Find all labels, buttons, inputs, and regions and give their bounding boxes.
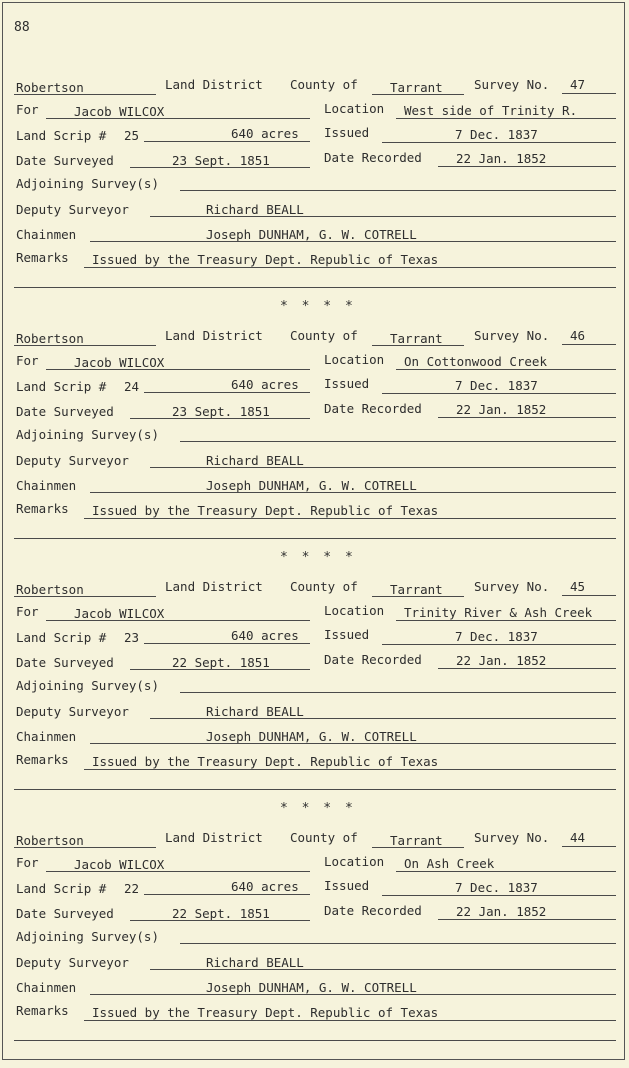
for-value: Jacob WILCOX xyxy=(74,606,165,621)
issued-value: 7 Dec. 1837 xyxy=(455,880,538,895)
issued-underline xyxy=(382,393,616,394)
chainmen-label: Chainmen xyxy=(16,478,77,493)
issued-label: Issued xyxy=(324,125,370,140)
county-of-label: County of xyxy=(290,328,358,343)
land-scrip-label: Land Scrip # xyxy=(16,881,107,896)
adjoining-underline xyxy=(180,190,616,191)
remarks-value: Issued by the Treasury Dept. Republic of Texas xyxy=(92,754,439,769)
remarks-label: Remarks xyxy=(16,501,69,516)
deputy-surveyor-value: Richard BEALL xyxy=(206,453,304,468)
district-value: Robertson xyxy=(16,582,84,597)
adjoining-underline xyxy=(180,692,616,693)
adjoining-label: Adjoining Survey(s) xyxy=(16,427,159,442)
remarks-underline xyxy=(84,769,616,770)
record-separator: * * * * xyxy=(280,801,356,816)
remarks-underline xyxy=(84,267,616,268)
date-surveyed-label: Date Surveyed xyxy=(16,906,114,921)
date-recorded-value: 22 Jan. 1852 xyxy=(456,904,547,919)
remarks-underline xyxy=(84,1020,616,1021)
county-underline xyxy=(372,94,464,95)
county-underline xyxy=(372,847,464,848)
acres-underline xyxy=(144,894,310,895)
deputy-surveyor-value: Richard BEALL xyxy=(206,955,304,970)
deputy-surveyor-underline xyxy=(150,216,616,217)
county-underline xyxy=(372,596,464,597)
remarks-continuation-line xyxy=(14,287,616,288)
chainmen-underline xyxy=(90,994,616,995)
chainmen-underline xyxy=(90,492,616,493)
date-recorded-label: Date Recorded xyxy=(324,150,422,165)
date-surveyed-value: 23 Sept. 1851 xyxy=(172,404,270,419)
date-surveyed-underline xyxy=(130,167,310,168)
location-label: Location xyxy=(324,854,385,869)
location-label: Location xyxy=(324,603,385,618)
issued-value: 7 Dec. 1837 xyxy=(455,629,538,644)
for-underline xyxy=(46,620,310,621)
chainmen-underline xyxy=(90,743,616,744)
county-value: Tarrant xyxy=(390,80,443,95)
date-recorded-underline xyxy=(438,166,616,167)
survey-no-underline xyxy=(562,846,616,847)
deputy-surveyor-value: Richard BEALL xyxy=(206,704,304,719)
survey-no-underline xyxy=(562,595,616,596)
district-underline xyxy=(14,345,156,346)
acres-value: 640 acres xyxy=(231,126,299,141)
county-of-label: County of xyxy=(290,830,358,845)
acres-underline xyxy=(144,643,310,644)
date-recorded-underline xyxy=(438,417,616,418)
remarks-label: Remarks xyxy=(16,752,69,767)
location-value: Trinity River & Ash Creek xyxy=(404,605,593,620)
adjoining-label: Adjoining Survey(s) xyxy=(16,176,159,191)
deputy-surveyor-underline xyxy=(150,718,616,719)
location-value: On Cottonwood Creek xyxy=(404,354,547,369)
remarks-label: Remarks xyxy=(16,250,69,265)
adjoining-label: Adjoining Survey(s) xyxy=(16,678,159,693)
deputy-surveyor-label: Deputy Surveyor xyxy=(16,704,129,719)
land-district-label: Land District xyxy=(165,830,263,845)
acres-value: 640 acres xyxy=(231,628,299,643)
issued-label: Issued xyxy=(324,627,370,642)
land-district-label: Land District xyxy=(165,328,263,343)
survey-record xyxy=(0,75,629,315)
survey-no-label: Survey No. xyxy=(474,328,550,343)
date-surveyed-underline xyxy=(130,920,310,921)
deputy-surveyor-underline xyxy=(150,969,616,970)
scrip-no-value: 23 xyxy=(124,630,140,645)
survey-no-value: 46 xyxy=(570,328,586,343)
county-of-label: County of xyxy=(290,579,358,594)
date-recorded-value: 22 Jan. 1852 xyxy=(456,653,547,668)
survey-no-value: 47 xyxy=(570,77,586,92)
county-of-label: County of xyxy=(290,77,358,92)
acres-value: 640 acres xyxy=(231,377,299,392)
scrip-no-value: 22 xyxy=(124,881,140,896)
for-label: For xyxy=(16,353,39,368)
county-value: Tarrant xyxy=(390,833,443,848)
district-value: Robertson xyxy=(16,80,84,95)
record-separator: * * * * xyxy=(280,299,356,314)
scrip-no-value: 25 xyxy=(124,128,140,143)
chainmen-value: Joseph DUNHAM, G. W. COTRELL xyxy=(206,227,417,242)
for-underline xyxy=(46,369,310,370)
date-surveyed-label: Date Surveyed xyxy=(16,404,114,419)
date-recorded-value: 22 Jan. 1852 xyxy=(456,151,547,166)
county-value: Tarrant xyxy=(390,331,443,346)
for-label: For xyxy=(16,604,39,619)
chainmen-label: Chainmen xyxy=(16,729,77,744)
adjoining-underline xyxy=(180,943,616,944)
location-value: West side of Trinity R. xyxy=(404,103,578,118)
remarks-continuation-line xyxy=(14,538,616,539)
land-district-label: Land District xyxy=(165,579,263,594)
date-surveyed-value: 22 Sept. 1851 xyxy=(172,655,270,670)
survey-record xyxy=(0,828,629,1068)
survey-no-underline xyxy=(562,344,616,345)
survey-no-label: Survey No. xyxy=(474,579,550,594)
record-separator: * * * * xyxy=(280,550,356,565)
chainmen-label: Chainmen xyxy=(16,227,77,242)
survey-record xyxy=(0,577,629,817)
adjoining-label: Adjoining Survey(s) xyxy=(16,929,159,944)
survey-no-underline xyxy=(562,93,616,94)
location-underline xyxy=(396,871,616,872)
issued-underline xyxy=(382,644,616,645)
location-label: Location xyxy=(324,101,385,116)
location-underline xyxy=(396,620,616,621)
for-value: Jacob WILCOX xyxy=(74,355,165,370)
chainmen-value: Joseph DUNHAM, G. W. COTRELL xyxy=(206,478,417,493)
date-surveyed-underline xyxy=(130,669,310,670)
for-value: Jacob WILCOX xyxy=(74,104,165,119)
for-label: For xyxy=(16,102,39,117)
remarks-value: Issued by the Treasury Dept. Republic of Texas xyxy=(92,1005,439,1020)
land-scrip-label: Land Scrip # xyxy=(16,128,107,143)
district-underline xyxy=(14,596,156,597)
date-recorded-underline xyxy=(438,668,616,669)
for-underline xyxy=(46,871,310,872)
deputy-surveyor-label: Deputy Surveyor xyxy=(16,955,129,970)
page-number: 88 xyxy=(14,20,30,35)
date-surveyed-label: Date Surveyed xyxy=(16,153,114,168)
remarks-continuation-line xyxy=(14,789,616,790)
district-underline xyxy=(14,94,156,95)
remarks-value: Issued by the Treasury Dept. Republic of Texas xyxy=(92,252,439,267)
location-underline xyxy=(396,369,616,370)
location-label: Location xyxy=(324,352,385,367)
date-surveyed-value: 23 Sept. 1851 xyxy=(172,153,270,168)
location-underline xyxy=(396,118,616,119)
acres-underline xyxy=(144,392,310,393)
survey-record xyxy=(0,326,629,566)
acres-underline xyxy=(144,141,310,142)
chainmen-value: Joseph DUNHAM, G. W. COTRELL xyxy=(206,729,417,744)
remarks-value: Issued by the Treasury Dept. Republic of Texas xyxy=(92,503,439,518)
county-value: Tarrant xyxy=(390,582,443,597)
acres-value: 640 acres xyxy=(231,879,299,894)
deputy-surveyor-underline xyxy=(150,467,616,468)
chainmen-value: Joseph DUNHAM, G. W. COTRELL xyxy=(206,980,417,995)
issued-value: 7 Dec. 1837 xyxy=(455,127,538,142)
location-value: On Ash Creek xyxy=(404,856,495,871)
land-scrip-label: Land Scrip # xyxy=(16,630,107,645)
date-surveyed-value: 22 Sept. 1851 xyxy=(172,906,270,921)
deputy-surveyor-label: Deputy Surveyor xyxy=(16,453,129,468)
survey-no-value: 44 xyxy=(570,830,586,845)
land-scrip-label: Land Scrip # xyxy=(16,379,107,394)
issued-value: 7 Dec. 1837 xyxy=(455,378,538,393)
issued-underline xyxy=(382,895,616,896)
date-surveyed-label: Date Surveyed xyxy=(16,655,114,670)
date-surveyed-underline xyxy=(130,418,310,419)
scrip-no-value: 24 xyxy=(124,379,140,394)
date-recorded-underline xyxy=(438,919,616,920)
date-recorded-label: Date Recorded xyxy=(324,903,422,918)
deputy-surveyor-value: Richard BEALL xyxy=(206,202,304,217)
remarks-continuation-line xyxy=(14,1040,616,1041)
survey-no-label: Survey No. xyxy=(474,77,550,92)
remarks-label: Remarks xyxy=(16,1003,69,1018)
issued-underline xyxy=(382,142,616,143)
issued-label: Issued xyxy=(324,878,370,893)
survey-no-label: Survey No. xyxy=(474,830,550,845)
chainmen-label: Chainmen xyxy=(16,980,77,995)
county-underline xyxy=(372,345,464,346)
for-underline xyxy=(46,118,310,119)
deputy-surveyor-label: Deputy Surveyor xyxy=(16,202,129,217)
adjoining-underline xyxy=(180,441,616,442)
date-recorded-label: Date Recorded xyxy=(324,401,422,416)
for-value: Jacob WILCOX xyxy=(74,857,165,872)
district-value: Robertson xyxy=(16,833,84,848)
survey-no-value: 45 xyxy=(570,579,586,594)
district-value: Robertson xyxy=(16,331,84,346)
date-recorded-label: Date Recorded xyxy=(324,652,422,667)
district-underline xyxy=(14,847,156,848)
issued-label: Issued xyxy=(324,376,370,391)
chainmen-underline xyxy=(90,241,616,242)
date-recorded-value: 22 Jan. 1852 xyxy=(456,402,547,417)
land-district-label: Land District xyxy=(165,77,263,92)
for-label: For xyxy=(16,855,39,870)
remarks-underline xyxy=(84,518,616,519)
